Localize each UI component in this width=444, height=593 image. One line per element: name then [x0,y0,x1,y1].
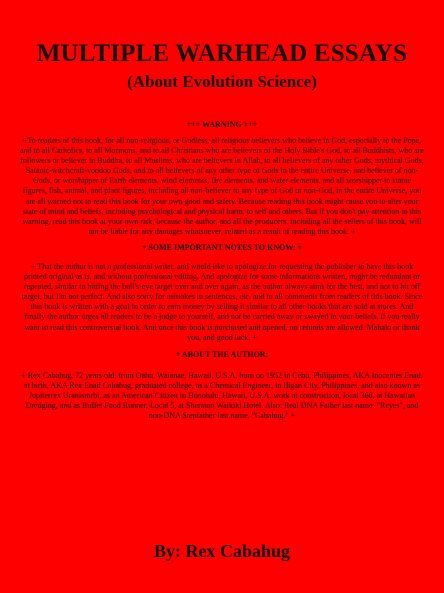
author-paragraph: + Rex Cabahug, 72 years old, from Oahu, Waianae, Hawaii, U.S.A, born on 1952 in Cebu, Philippines, AKA Inocentes Enad, at birth, AKA Rex Enad Cabahug, graduated college, as a Chemical Engineer, in Iligan City, Philippines, and also known as Jupiterrex Uranismrbi, as an American Citizen in Honolulu, Hawaii, U.S.A. work at construction, local 368, at Hawaiian Dredging, and as Buffet Food Runner, Local 5, at Sheraton Waikiki Hotel. Also: Real DNA Father last name: "Reyes", and non-DNA Stepfather last name, "Cabahug." + [21,370,423,421]
book-subtitle: (About Evolution Science) [127,72,317,91]
notes-heading: + SOME IMPORTANT NOTES TO KNOW: + [141,242,303,252]
notes-paragraph: + That the author is not a professional writer, and would like to apologize for requesting the publisher to have this book printed original as is, and without professional editing. And apologize for some informations written, might be redundant or repeated, similar to hitting the bull's-eye target over and over again, as the author always aims for the best, and not to hit off target, but I'm not perfect. And also sorry for mistakes in sentences, etc. and to all comments from readers of this book. Since this book is written with a goal in order to earn money by selling it similar to all other books that are sold at stores. And finally the author urges all readers to be a judge to yourself, and not be carried away or swayed in your beliefs, if you really want to read this controversial book. And once this book is purchased and opened, no refunds are allowed. Mahalo or thank you, and good luck. + [21,261,423,342]
warning-paragraph: +To readers of this book, for all non-religious, or Godless, all religious believers who believe in God, especially to the Pope, and to all Catholics, to all Mormons, and to all Christians who are believers of the Holy Bible's God, to all Buddhists, who are followers or believer in Buddha, to all Muslims, who are believers in Allah, to all believers of any other Gods, mythical Gods, Satanic-witchcraft-voodoo Gods, and to all believers of any other type of Gods in the entire Universe, and believer of non-Gods, or worshipper of Earth elements, wind elements, fire elements, and water elements, and all worshipper to statue figures, fish, animal, and plant figures, including all non-believer to any type of God or non-God, in the entire Universe, you are all warned not to read this book for your own good and safety. Because reading this book might cause you to alter your state of mind and beliefs, including psychological and physical harm, to self and others. But if you don't pay attention to this warning, read this book at your own risk, because the author, and all the producers, including all the sellers of this book, will not be liable for any damages whatsoever, related as a result of reading this book. + [20,136,424,236]
author-heading: + ABOUT THE AUTHOR: [175,349,269,359]
book-title: MULTIPLE WARHEAD ESSAYS [36,40,408,67]
author-byline: By: Rex Cabahug [153,541,291,561]
warning-heading: +++ WARNING +++ [186,120,258,129]
